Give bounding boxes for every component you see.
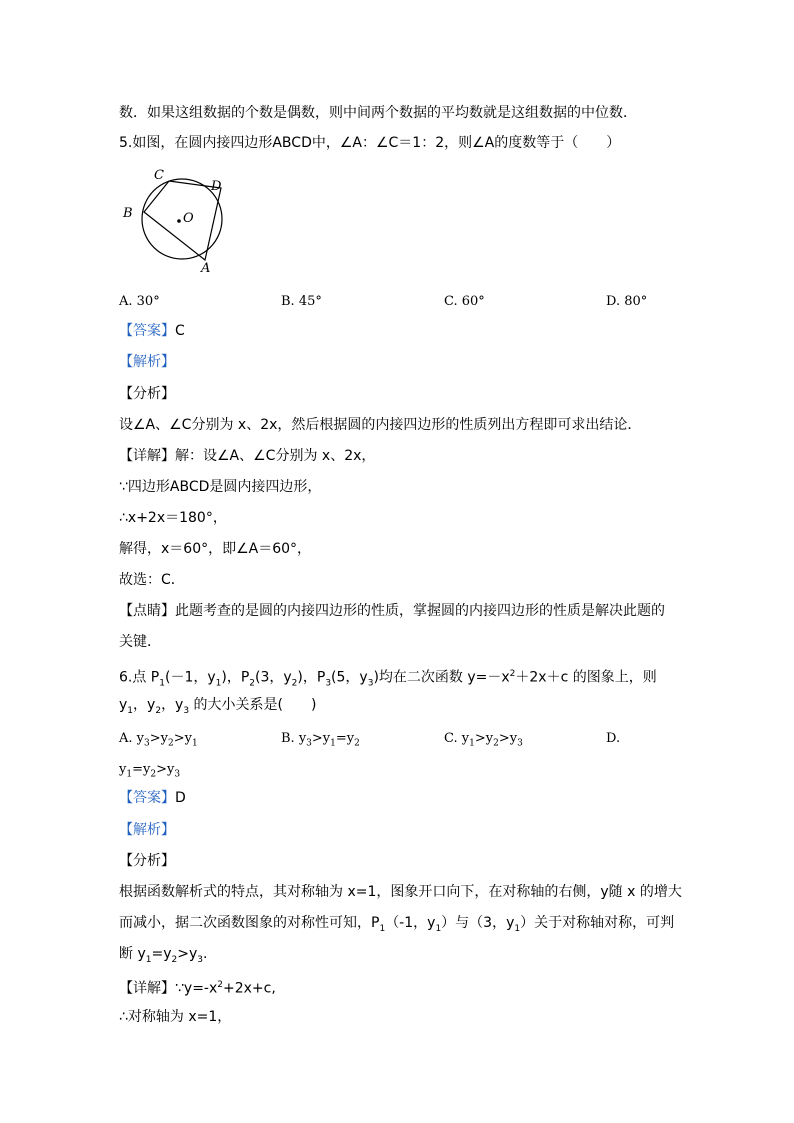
fenxi-tag: 【分析】 — [119, 386, 175, 402]
option-6c: C. $y_1>y_2>y_3$ — [444, 731, 523, 749]
fenxi-6-b: 而减小，据二次函数图象的对称性可知，$P_1(-1$，$y_1$）与（3，$y_1$）关于对称轴对称，可判 — [119, 915, 675, 934]
option-6a: A. $y_3>y_2>y_1$ — [119, 731, 198, 749]
dianjing-5-b: 关键． — [119, 634, 161, 650]
dianjing-5: 【点睛】此题考查的是圆的内接四边形的性质，掌握圆的内接四边形的性质是解决此题的 — [119, 603, 665, 619]
option-c: C. 60° — [444, 294, 485, 309]
detail-tag: 【详解】 — [119, 448, 175, 464]
detail-5-5: 故选：C． — [119, 572, 185, 588]
question-6-b: $y_1$，$y_2$，$y_3$ 的大小关系是( ) — [119, 697, 317, 716]
label-o: O — [183, 211, 194, 226]
label-a: A — [201, 261, 211, 276]
label-d: D — [211, 179, 222, 194]
option-a: A. 30° — [119, 294, 160, 309]
answer-5: 【答案】C — [119, 323, 185, 339]
detail-5-2: ∵四边形ABCD是圆内接四边形， — [119, 479, 322, 495]
option-6d-value: $y_1=y_2>y_3$ — [119, 762, 181, 780]
fenxi-6-c: 断 $y_1=y_2>y_3$. — [119, 946, 208, 965]
answer-6: 【答案】D — [119, 790, 186, 806]
option-d: D. 80° — [606, 294, 648, 309]
detail-5-3: ∴x+2x＝180°， — [119, 510, 227, 526]
circle-quadrilateral-figure — [117, 164, 232, 279]
text-line: 数．如果这组数据的个数是偶数，则中间两个数据的平均数就是这组数据的中位数． — [119, 105, 637, 121]
dianjing-tag: 【点睛】 — [119, 603, 175, 619]
fenxi-6-a: 根据函数解析式的特点，其对称轴为 x=1，图象开口向下，在对称轴的右侧，y随 x 的增大 — [119, 884, 682, 900]
detail-6-2: ∴对称轴为 x=1， — [119, 1009, 232, 1025]
label-b: B — [123, 206, 133, 221]
answer-tag: 【答案】 — [119, 323, 175, 339]
label-c: C — [154, 168, 164, 183]
analysis-tag-6: 【解析】 — [119, 822, 175, 838]
analysis-tag: 【解析】 — [119, 354, 175, 370]
detail-6-1: 【详解】$\because y=-x^2+2x+c$, — [119, 980, 276, 997]
question-5: 5.如图，在圆内接四边形ABCD中，∠A：∠C＝1：2，则∠A的度数等于（ ） — [119, 135, 621, 151]
option-b: B. 45° — [281, 294, 322, 309]
detail-5-1: 【详解】解：设∠A、∠C分别为 x、2x， — [119, 448, 376, 464]
option-6d: D. — [606, 731, 621, 746]
answer-tag: 【答案】 — [119, 790, 175, 806]
detail-5-4: 解得，x＝60°，即∠A＝60°， — [119, 541, 312, 557]
fenxi-5: 设∠A、∠C分别为 x、2x，然后根据圆的内接四边形的性质列出方程即可求出结论． — [119, 417, 642, 433]
circle — [142, 179, 222, 259]
center-point-o — [177, 219, 181, 223]
question-6: 6.点 $P_1(-1$，$y_1$)，$P_2(3$，$y_2$)，$P_3(5$，$y_3$)均在二次函数 $y=-x^2+2x+c$ 的图象上，则 — [119, 669, 657, 689]
option-6b: B. $y_3>y_1=y_2$ — [281, 731, 360, 749]
detail-tag: 【详解】 — [119, 980, 175, 997]
fenxi-tag-6: 【分析】 — [119, 853, 175, 869]
